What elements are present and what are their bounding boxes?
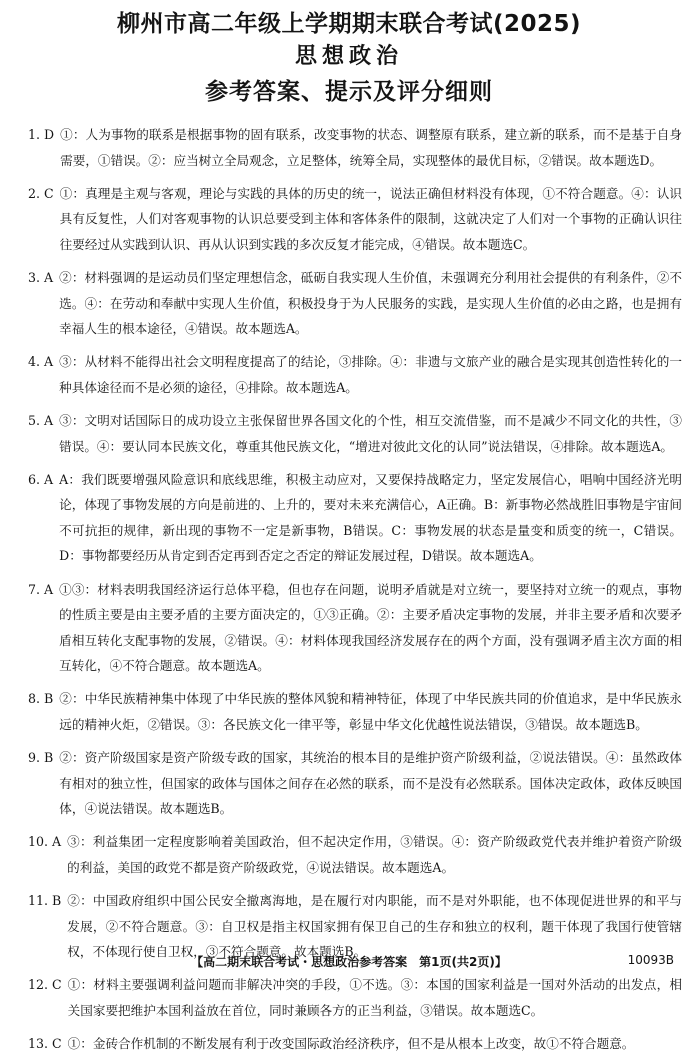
answer-number: 2. C — [28, 185, 54, 201]
exam-title: 柳州市高二年级上学期期末联合考试(2025) — [116, 11, 582, 37]
answer-key-title: 参考答案、提示及评分细则 — [205, 79, 493, 105]
answer-number: 8. B — [28, 691, 54, 707]
answer-item — [28, 408, 682, 459]
answer-item — [28, 1031, 682, 1057]
page-header — [0, 0, 698, 110]
answer-item — [28, 349, 682, 400]
answer-number: 7. A — [28, 581, 54, 597]
answer-item — [28, 972, 682, 1023]
page-footer — [0, 953, 698, 975]
answer-list — [28, 122, 682, 1064]
answer-explanation: ②：中华民族精神集中体现了中华民族的整体风貌和精神特征，体现了中华民族共同的价值追求，是中华民族永远的精神火炬，②错误。③：各民族文化一律平等，彰显中华文化优越性说法错误，③错误。故本题选B。 — [59, 691, 682, 732]
answer-item — [28, 467, 682, 569]
answer-item — [28, 577, 682, 679]
answer-number: 5. A — [28, 412, 54, 428]
answer-explanation: ③：文明对话国际日的成功设立主张保留世界各国文化的个性，相互交流借鉴，而不是减少不同文化的共性，③错误。④：要认同本民族文化，尊重其他民族文化，“增进对彼此文化的认同”说法错误，④排除。故本题选A。 — [59, 412, 682, 454]
answer-explanation: ①：人为事物的联系是根据事物的固有联系，改变事物的状态、调整原有联系，建立新的联系，而不是基于自身需要，①错误。②：应当树立全局观念，立足整体，统筹全局，实现整体的最优目标，②错误。故本题选D。 — [60, 127, 682, 168]
answer-explanation: ②：材料强调的是运动员们坚定理想信念，砥砺自我实现人生价值，未强调充分利用社会提供的有利条件，②不选。④：在劳动和奉献中实现人生价值，积极投身于为人民服务的实践，是实现人生价值的必由之路，也是拥有幸福人生的根本途径，④错误。故本题选A。 — [59, 269, 682, 337]
answer-explanation: ②：中国政府组织中国公民安全撤离海地，是在履行对内职能，而不是对外职能，也不体现促进世界的和平与发展，②不符合题意。③：自卫权是指主权国家拥有保卫自己的生存和独立的权利，题干体现了我国行使管辖权，不体现行使自卫权，③不符合题意。故本题选B。 — [67, 893, 682, 960]
answer-item — [28, 122, 682, 173]
answer-number: 10. A — [28, 834, 62, 850]
answer-item — [28, 265, 682, 342]
answer-explanation: ①：材料主要强调利益问题而非解决冲突的手段，①不选。③：本国的国家利益是一国对外活动的出发点，相关国家要把维护本国利益放在首位，同时兼顾各方的正当利益，③错误。故本题选C。 — [67, 977, 682, 1018]
answer-number: 3. A — [28, 269, 54, 285]
answer-number: 13. C — [28, 1036, 62, 1051]
answer-explanation: ③：利益集团一定程度影响着美国政治，但不起决定作用，③错误。④：资产阶级政党代表并维护着资产阶级的利益，美国的政党不都是资产阶级政党，④说法错误。故本题选A。 — [67, 834, 682, 875]
answer-number: 12. C — [28, 977, 62, 993]
answer-explanation: ②：资产阶级国家是资产阶级专政的国家，其统治的根本目的是维护资产阶级利益，②说法错误。④：虽然政体有相对的独立性，但国家的政体与国体之间存在必然的联系，而不是没有必然联系。国体决定政体，政体反映国体，④说法错误。故本题选B。 — [59, 750, 682, 817]
answer-number: 9. B — [28, 750, 54, 766]
answer-explanation: ①：真理是主观与客观，理论与实践的具体的历史的统一，说法正确但材料没有体现，①不符合题意。④：认识具有反复性，人们对客观事物的认识总要受到主体和客体条件的限制，这就决定了人们对一个事物的正确认识往往要经过从实践到认识、再从认识到实践的多次反复才能完成，④错误。故本题选C。 — [59, 185, 682, 252]
answer-item — [28, 181, 682, 258]
answer-item — [28, 829, 682, 880]
answer-explanation: ①③：材料表明我国经济运行总体平稳，但也存在问题，说明矛盾就是对立统一，要坚持对立统一的观点，事物的性质主要是由主要矛盾的主要方面决定的，①③正确。②：主要矛盾决定事物的发展，并非主要矛盾和次要矛盾相互转化支配事物的发展，②错误。④：材料体现我国经济发展存在的两个方面，没有强调矛盾主次方面的相互转化，④不符合题意。故本题选A。 — [59, 581, 682, 674]
answer-item — [28, 686, 682, 737]
answer-number: 1. D — [28, 127, 55, 142]
answer-item — [28, 745, 682, 822]
answer-explanation: A：我们既要增强风险意识和底线思维，积极主动应对，又要保持战略定力，坚定发展信心，唱响中国经济光明论，体现了事物发展的方向是前进的、上升的，要对未来充满信心，A正确。B：新事物必然战胜旧事物是宇宙间不可抗拒的规律，新出现的事物不一定是新事物，B错误。C：事物发展的状态是量变和质变的统一，C错误。D：事物都要经历从肯定到否定再到否定之否定的辩证发展过程，D错误。故本题选A。 — [59, 471, 682, 564]
subject-title: 思想政治 — [294, 44, 403, 69]
answer-number: 6. A — [28, 471, 54, 487]
answer-number: 4. A — [28, 354, 54, 370]
footer-doc-code: 10093B — [627, 953, 674, 967]
footer-page-info: 【高二期末联合考试・思想政治参考答案 第1页(共2页)】 — [191, 955, 507, 969]
answer-explanation: ①：金砖合作机制的不断发展有利于改变国际政治经济秩序，但不是从根本上改变，故①不符合题意。 — [67, 1036, 635, 1051]
answer-number: 11. B — [28, 893, 62, 909]
answer-explanation: ③：从材料不能得出社会文明程度提高了的结论，③排除。④：非遗与文旅产业的融合是实现其创造性转化的一种具体途径而不是必须的途径，④排除。故本题选A。 — [59, 354, 682, 395]
